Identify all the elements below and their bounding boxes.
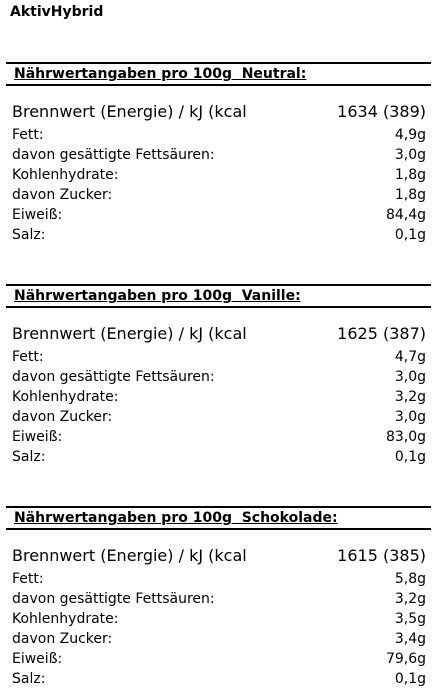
nutrition-row-saturated-fat bbox=[12, 589, 426, 609]
row-value: 1,8g bbox=[394, 167, 426, 183]
section-header bbox=[6, 284, 431, 308]
row-label: davon gesättigte Fettsäuren: bbox=[12, 147, 215, 163]
row-value: 3,0g bbox=[394, 369, 426, 385]
row-value: 0,1g bbox=[394, 449, 426, 465]
row-label: Brennwert (Energie) / kJ (kcal bbox=[12, 102, 247, 121]
nutrition-row-salt bbox=[12, 447, 426, 467]
row-label: davon Zucker: bbox=[12, 187, 113, 203]
row-label: Fett: bbox=[12, 571, 44, 587]
nutrition-row-sugar bbox=[12, 407, 426, 427]
page-title: AktivHybrid bbox=[10, 4, 104, 20]
row-label: Fett: bbox=[12, 127, 44, 143]
row-value: 1625 (387) bbox=[337, 324, 426, 343]
row-label: Fett: bbox=[12, 349, 44, 365]
section-heading: Nährwertangaben pro 100g Vanille: bbox=[14, 288, 301, 304]
row-value: 1634 (389) bbox=[337, 102, 426, 121]
nutrition-row-salt bbox=[12, 669, 426, 689]
row-value: 79,6g bbox=[385, 651, 426, 667]
row-value: 3,2g bbox=[394, 389, 426, 405]
row-label: davon gesättigte Fettsäuren: bbox=[12, 369, 215, 385]
row-label: Eiweiß: bbox=[12, 651, 63, 667]
row-label: davon Zucker: bbox=[12, 409, 113, 425]
row-value: 1615 (385) bbox=[337, 546, 426, 565]
nutrition-row-carbohydrates bbox=[12, 387, 426, 407]
nutrition-row-fat bbox=[12, 125, 426, 145]
row-value: 0,1g bbox=[394, 671, 426, 687]
nutrition-row-carbohydrates bbox=[12, 609, 426, 629]
nutrition-row-saturated-fat bbox=[12, 145, 426, 165]
row-label: davon Zucker: bbox=[12, 631, 113, 647]
nutrition-row-sugar bbox=[12, 185, 426, 205]
row-value: 4,7g bbox=[394, 349, 426, 365]
nutrition-row-salt bbox=[12, 225, 426, 245]
row-value: 3,4g bbox=[394, 631, 426, 647]
row-label: Salz: bbox=[12, 227, 46, 243]
row-value: 3,5g bbox=[394, 611, 426, 627]
row-label: Kohlenhydrate: bbox=[12, 167, 119, 183]
nutrition-row-energy bbox=[12, 324, 426, 344]
nutrition-row-protein bbox=[12, 649, 426, 669]
section-heading: Nährwertangaben pro 100g Schokolade: bbox=[14, 510, 338, 526]
section-heading: Nährwertangaben pro 100g Neutral: bbox=[14, 66, 307, 82]
nutrition-row-fat bbox=[12, 347, 426, 367]
row-label: Salz: bbox=[12, 449, 46, 465]
row-label: Brennwert (Energie) / kJ (kcal bbox=[12, 546, 247, 565]
nutrition-row-fat bbox=[12, 569, 426, 589]
row-label: Salz: bbox=[12, 671, 46, 687]
nutrition-row-sugar bbox=[12, 629, 426, 649]
row-value: 1,8g bbox=[394, 187, 426, 203]
row-label: Brennwert (Energie) / kJ (kcal bbox=[12, 324, 247, 343]
nutrition-row-energy bbox=[12, 102, 426, 122]
row-label: Eiweiß: bbox=[12, 207, 63, 223]
section-header bbox=[6, 506, 431, 530]
nutrition-row-energy bbox=[12, 546, 426, 566]
nutrition-row-saturated-fat bbox=[12, 367, 426, 387]
section-header bbox=[6, 62, 431, 86]
row-label: Kohlenhydrate: bbox=[12, 611, 119, 627]
row-value: 3,2g bbox=[394, 591, 426, 607]
nutrition-row-protein bbox=[12, 427, 426, 447]
row-value: 3,0g bbox=[394, 147, 426, 163]
row-value: 0,1g bbox=[394, 227, 426, 243]
row-value: 84,4g bbox=[385, 207, 426, 223]
row-label: Eiweiß: bbox=[12, 429, 63, 445]
nutrition-row-carbohydrates bbox=[12, 165, 426, 185]
row-value: 4,9g bbox=[394, 127, 426, 143]
row-label: Kohlenhydrate: bbox=[12, 389, 119, 405]
row-value: 5,8g bbox=[394, 571, 426, 587]
row-value: 83,0g bbox=[385, 429, 426, 445]
row-value: 3,0g bbox=[394, 409, 426, 425]
nutrition-row-protein bbox=[12, 205, 426, 225]
row-label: davon gesättigte Fettsäuren: bbox=[12, 591, 215, 607]
